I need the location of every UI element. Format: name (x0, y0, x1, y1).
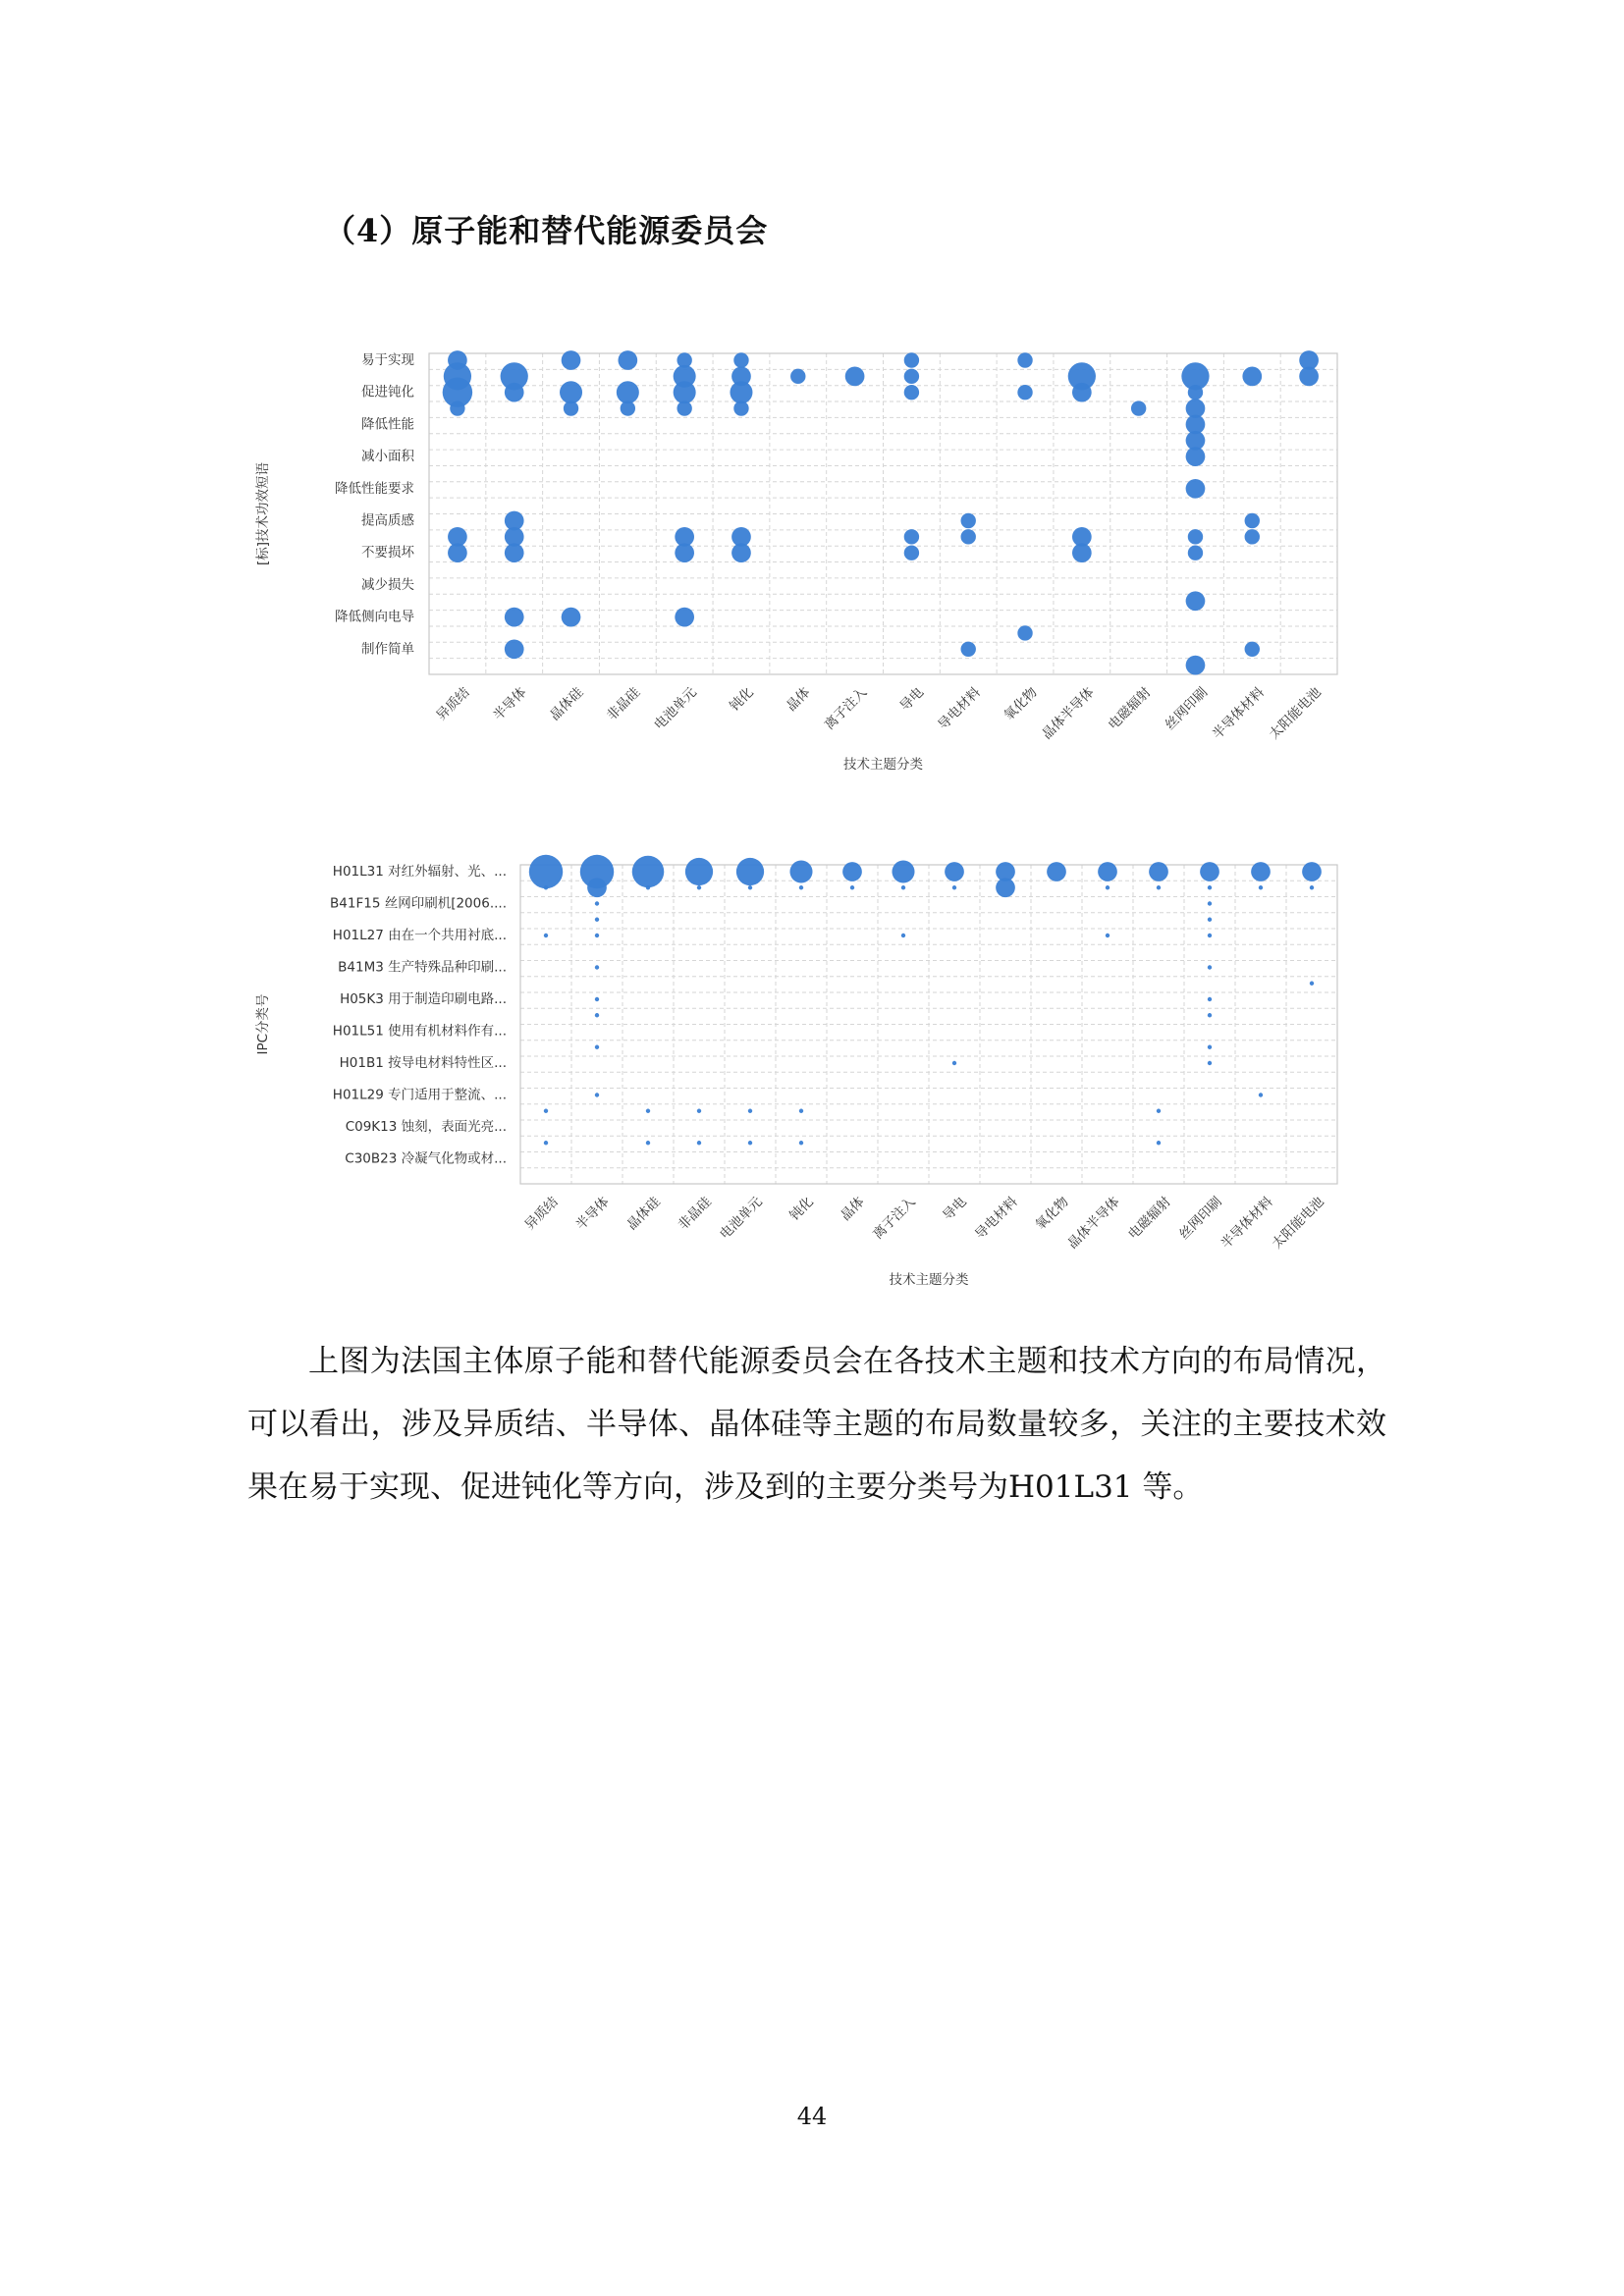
section-heading: （4）原子能和替代能源委员会 (324, 212, 769, 249)
bubble-point (1186, 656, 1206, 675)
y-tick-label: 不要损坏 (361, 545, 414, 561)
bubble-point (1242, 366, 1262, 386)
x-tick-label: 晶体 (783, 684, 814, 715)
bubble-point (1259, 885, 1263, 889)
bubble-point (901, 885, 905, 889)
bubble-point (544, 934, 548, 937)
bubble-point (595, 918, 599, 922)
x-axis-title: 技术主题分类 (889, 1272, 969, 1288)
bubble-point (1245, 529, 1260, 544)
x-tick-label: 半导体 (572, 1194, 613, 1234)
bubble-point (799, 885, 803, 889)
bubble-point (1208, 885, 1212, 889)
bubble-point (595, 997, 599, 1001)
bubble-point (505, 383, 524, 402)
x-tick-label: 晶体硅 (547, 684, 587, 724)
bubble-point (1188, 529, 1203, 544)
y-tick-label: H01L31 对红外辐射、光、... (332, 864, 507, 880)
bubble-point (1310, 885, 1314, 889)
bubble-point (996, 878, 1015, 897)
bubble-point (621, 400, 635, 415)
bubble-point (790, 369, 805, 384)
y-tick-label: H01L29 专门适用于整流、... (332, 1087, 507, 1103)
bubble-point (748, 885, 752, 889)
bubble-point (789, 860, 812, 882)
x-tick-label: 导电材料 (935, 684, 984, 733)
bubble-point (904, 369, 919, 384)
bubble-point (1157, 1109, 1161, 1113)
x-tick-label: 太阳能电池 (1266, 684, 1325, 743)
bubble-point (1188, 385, 1203, 400)
bubble-point (1245, 642, 1260, 657)
y-tick-label: 降低性能要求 (335, 480, 414, 497)
x-tick-label: 非晶硅 (604, 684, 643, 724)
bubble-point (505, 543, 524, 562)
ipc-bubble-chart (0, 839, 1624, 1310)
bubble-point (1157, 885, 1161, 889)
bubble-point (733, 400, 748, 415)
bubble-point (529, 855, 563, 888)
x-tick-label: 钝化 (727, 684, 757, 715)
x-tick-label: 氧化物 (1032, 1194, 1072, 1234)
bubble-point (1186, 447, 1206, 466)
bubble-point (1200, 862, 1219, 881)
bubble-point (505, 639, 524, 659)
y-tick-label: 降低侧向电导 (335, 609, 414, 625)
y-tick-label: B41M3 生产特殊品种印刷... (338, 959, 507, 976)
bubble-point (1186, 591, 1206, 611)
bubble-point (1157, 1141, 1161, 1145)
bubble-point (675, 608, 694, 627)
y-tick-label: H01L51 使用有机材料作有... (332, 1023, 507, 1040)
bubble-point (697, 1141, 701, 1145)
x-tick-label: 钝化 (786, 1194, 817, 1224)
bubble-point (562, 350, 581, 370)
x-tick-label: 离子注入 (821, 684, 871, 733)
bubble-point (685, 858, 713, 885)
x-tick-label: 晶体半导体 (1064, 1194, 1123, 1253)
bubble-point (945, 862, 964, 881)
y-tick-label: 提高质感 (361, 512, 414, 529)
y-tick-label: 促进钝化 (361, 384, 414, 400)
bubble-point (736, 858, 764, 885)
bubble-point (1017, 385, 1032, 400)
x-tick-label: 异质结 (521, 1194, 562, 1234)
bubble-point (675, 543, 694, 562)
bubble-point (1302, 862, 1322, 881)
bubble-point (901, 934, 905, 937)
x-tick-label: 异质结 (433, 684, 473, 724)
x-tick-label: 半导体材料 (1218, 1194, 1276, 1253)
bubble-point (1259, 1093, 1263, 1096)
y-tick-label: C09K13 蚀刻，表面光亮... (345, 1119, 507, 1135)
bubble-point (733, 352, 748, 367)
bubble-point (617, 381, 639, 403)
x-tick-label: 太阳能电池 (1269, 1194, 1327, 1253)
bubble-point (1245, 513, 1260, 528)
x-tick-label: 半导体 (490, 684, 530, 724)
bubble-point (587, 878, 607, 897)
bubble-point (448, 543, 467, 562)
bubble-point (1149, 862, 1168, 881)
y-axis-title: [标]技术功效短语 (255, 461, 271, 566)
bubble-point (1047, 862, 1066, 881)
bubble-point (595, 1013, 599, 1017)
bubble-point (560, 381, 582, 403)
bubble-point (1251, 862, 1271, 881)
bubble-point (1208, 1013, 1212, 1017)
bubble-point (1186, 479, 1206, 499)
bubble-point (904, 529, 919, 544)
y-tick-label: 减少损失 (361, 576, 414, 593)
bubble-point (1208, 901, 1212, 905)
bubble-point (595, 934, 599, 937)
y-tick-label: 减小面积 (361, 449, 414, 465)
y-tick-label: 易于实现 (361, 352, 414, 368)
bubble-point (544, 885, 548, 889)
bubble-point (961, 513, 976, 528)
summary-paragraph: 上图为法国主体原子能和替代能源委员会在各技术主题和技术方向的布局情况，可以看出，涉及异质结、半导体、晶体硅等主题的布局数量较多，关注的主要技术效果在易于实现、促进钝化等方向，涉及到的主要分类号为H01L31 等。 (247, 1344, 1386, 1505)
bubble-point (799, 1109, 803, 1113)
bubble-point (1208, 1045, 1212, 1049)
bubble-point (677, 400, 691, 415)
x-tick-label: 氧化物 (1001, 684, 1041, 724)
bubble-point (1208, 965, 1212, 969)
bubble-point (731, 543, 751, 562)
bubble-point (595, 965, 599, 969)
bubble-point (730, 381, 752, 403)
x-tick-label: 非晶硅 (675, 1194, 715, 1234)
bubble-point (595, 1093, 599, 1096)
bubble-point (961, 642, 976, 657)
bubble-point (1072, 543, 1092, 562)
bubble-point (850, 885, 854, 889)
x-tick-label: 电池单元 (651, 684, 700, 733)
bubble-point (1310, 982, 1314, 986)
x-tick-label: 丝网印刷 (1176, 1194, 1225, 1243)
bubble-point (1106, 885, 1110, 889)
bubble-point (1098, 862, 1117, 881)
bubble-point (632, 856, 665, 888)
bubble-point (646, 885, 650, 889)
bubble-point (646, 1141, 650, 1145)
bubble-point (1017, 625, 1032, 640)
y-tick-label: C30B23 冷凝气化物或材... (345, 1150, 507, 1167)
bubble-point (1017, 352, 1032, 367)
bubble-point (674, 381, 696, 403)
x-tick-label: 电池单元 (717, 1194, 766, 1243)
bubble-point (1072, 383, 1092, 402)
bubble-point (799, 1141, 803, 1145)
x-tick-label: 导电材料 (972, 1194, 1021, 1243)
bubble-point (450, 400, 464, 415)
bubble-point (842, 862, 862, 881)
x-tick-label: 离子注入 (870, 1194, 919, 1243)
bubble-point (952, 885, 956, 889)
bubble-point (904, 385, 919, 400)
bubble-point (595, 1045, 599, 1049)
x-tick-label: 晶体硅 (623, 1194, 664, 1234)
bubble-point (618, 350, 637, 370)
bubble-point (1208, 1061, 1212, 1065)
bubble-point (845, 366, 865, 386)
x-tick-label: 电磁辐射 (1105, 684, 1155, 733)
bubble-point (961, 529, 976, 544)
bubble-point (697, 1109, 701, 1113)
bubble-point (1131, 400, 1146, 415)
y-axis-title: IPC分类号 (255, 993, 271, 1055)
bubble-point (1208, 918, 1212, 922)
bubble-point (1299, 366, 1319, 386)
x-tick-label: 晶体半导体 (1039, 684, 1098, 743)
x-tick-label: 导电 (896, 684, 928, 715)
y-tick-label: B41F15 丝网印刷机[2006.... (330, 895, 507, 912)
bubble-point (904, 546, 919, 561)
bubble-point (1188, 546, 1203, 561)
bubble-point (544, 1109, 548, 1113)
bubble-point (646, 1109, 650, 1113)
y-tick-label: 制作简单 (361, 641, 414, 658)
bubble-point (595, 901, 599, 905)
bubble-point (904, 352, 919, 367)
bubble-point (1208, 997, 1212, 1001)
bubble-point (505, 608, 524, 627)
bubble-point (1208, 934, 1212, 937)
bubble-point (952, 1061, 956, 1065)
y-tick-label: H05K3 用于制造印刷电路... (340, 991, 507, 1007)
x-tick-label: 半导体材料 (1209, 684, 1268, 743)
effect-bubble-chart (0, 324, 1624, 795)
bubble-point (697, 885, 701, 889)
x-tick-label: 电磁辐射 (1125, 1194, 1174, 1243)
bubble-point (748, 1141, 752, 1145)
bubble-point (544, 1141, 548, 1145)
x-tick-label: 晶体 (838, 1194, 868, 1224)
bubble-point (748, 1109, 752, 1113)
y-tick-label: H01L27 由在一个共用衬底... (332, 928, 507, 943)
bubble-point (562, 608, 581, 627)
x-tick-label: 导电 (940, 1194, 970, 1224)
page-number: 44 (796, 2103, 828, 2130)
x-tick-label: 丝网印刷 (1162, 684, 1212, 733)
bubble-point (564, 400, 578, 415)
x-axis-title: 技术主题分类 (843, 757, 923, 773)
y-tick-label: H01B1 按导电材料特性区... (339, 1055, 507, 1071)
bubble-point (892, 860, 914, 882)
bubble-point (1106, 934, 1110, 937)
y-tick-label: 降低性能 (361, 416, 414, 433)
